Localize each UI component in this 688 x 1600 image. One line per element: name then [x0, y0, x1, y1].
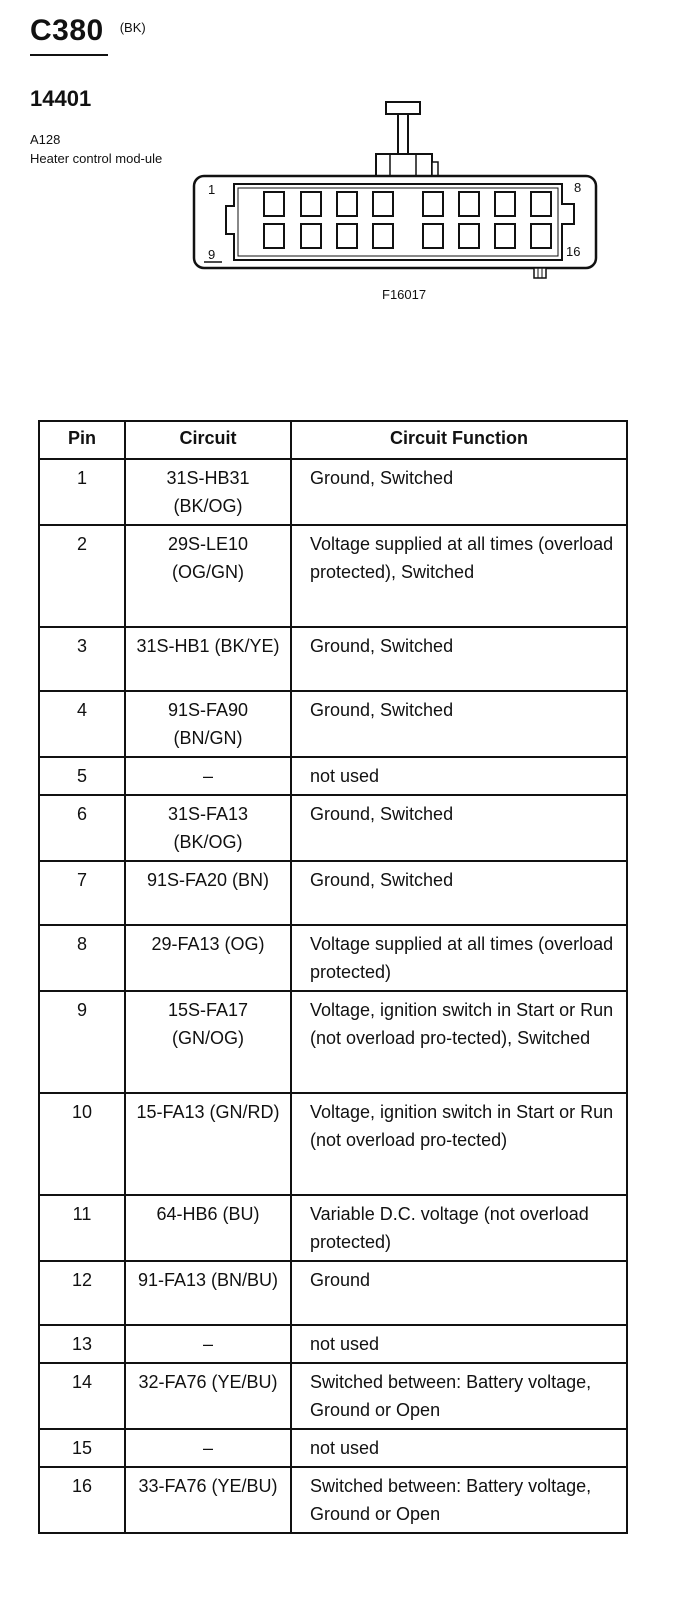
table-row — [39, 459, 627, 525]
function-cell: Ground, Switched — [291, 861, 627, 925]
function-cell: Ground, Switched — [291, 691, 627, 757]
lock-tab-head — [386, 102, 420, 114]
pin-cell: 13 — [39, 1325, 125, 1363]
function-cell: Switched between: Battery voltage, Ground or Open — [291, 1467, 627, 1533]
connector-code: C380 — [30, 14, 104, 47]
function-cell: Voltage supplied at all times (overload protected) — [291, 925, 627, 991]
circuit-cell: 29-FA13 (OG) — [125, 925, 291, 991]
function-cell: Voltage, ignition switch in Start or Run (not overload pro-tected) — [291, 1093, 627, 1195]
pin-cell: 7 — [39, 861, 125, 925]
function-cell: not used — [291, 1325, 627, 1363]
table-row — [39, 795, 627, 861]
pin-label-1: 1 — [208, 182, 216, 197]
pin-cell: 8 — [39, 925, 125, 991]
function-cell: Variable D.C. voltage (not overload protected) — [291, 1195, 627, 1261]
pin-cell: 10 — [39, 1093, 125, 1195]
table-row — [39, 627, 627, 691]
table-row — [39, 861, 627, 925]
table-row — [39, 1325, 627, 1363]
circuit-cell: 31S-FA13 (BK/OG) — [125, 795, 291, 861]
pin-cell: 15 — [39, 1429, 125, 1467]
function-cell: Voltage, ignition switch in Start or Run (not overload pro-tected), Switched — [291, 991, 627, 1093]
function-cell: Switched between: Battery voltage, Ground or Open — [291, 1363, 627, 1429]
table-row — [39, 1429, 627, 1467]
circuit-cell: – — [125, 1429, 291, 1467]
table-row — [39, 525, 627, 627]
function-cell: Voltage supplied at all times (overload protected), Switched — [291, 525, 627, 627]
pin-label-9: 9 — [208, 247, 216, 262]
pin-cell: 6 — [39, 795, 125, 861]
function-cell: Ground — [291, 1261, 627, 1325]
table-row — [39, 1363, 627, 1429]
pin-cell: 5 — [39, 757, 125, 795]
circuit-cell: 64-HB6 (BU) — [125, 1195, 291, 1261]
function-cell: not used — [291, 1429, 627, 1467]
pin-cell: 1 — [39, 459, 125, 525]
function-cell: Ground, Switched — [291, 795, 627, 861]
table-header-row — [39, 421, 627, 459]
lock-tab-base — [376, 154, 432, 178]
lock-tab-stem — [398, 114, 408, 154]
table-row — [39, 991, 627, 1093]
pin-cell: 16 — [39, 1467, 125, 1533]
circuit-cell: – — [125, 1325, 291, 1363]
table-row — [39, 1093, 627, 1195]
circuit-cell: 15S-FA17 (GN/OG) — [125, 991, 291, 1093]
table-row — [39, 1467, 627, 1533]
component-reference: A128 — [30, 132, 61, 147]
connector-diagram — [190, 96, 600, 286]
circuit-cell: 33-FA76 (YE/BU) — [125, 1467, 291, 1533]
function-cell: not used — [291, 757, 627, 795]
connector-title — [30, 14, 146, 48]
connector-body — [194, 176, 596, 268]
header-function: Circuit Function — [291, 421, 627, 459]
header-pin: Pin — [39, 421, 125, 459]
circuit-cell: 31S-HB1 (BK/YE) — [125, 627, 291, 691]
circuit-cell: 29S-LE10 (OG/GN) — [125, 525, 291, 627]
pin-cell: 9 — [39, 991, 125, 1093]
part-number: 14401 — [30, 86, 92, 111]
circuit-cell: 32-FA76 (YE/BU) — [125, 1363, 291, 1429]
circuit-cell: 91S-FA90 (BN/GN) — [125, 691, 291, 757]
circuit-cell: 91S-FA20 (BN) — [125, 861, 291, 925]
pin-cell: 12 — [39, 1261, 125, 1325]
circuit-cell: – — [125, 757, 291, 795]
circuit-cell: 15-FA13 (GN/RD) — [125, 1093, 291, 1195]
table-row — [39, 925, 627, 991]
pin-table — [38, 420, 628, 1534]
table-row — [39, 1261, 627, 1325]
table-row — [39, 1195, 627, 1261]
pin-cell: 14 — [39, 1363, 125, 1429]
function-cell: Ground, Switched — [291, 627, 627, 691]
connector-color: (BK) — [119, 20, 146, 35]
title-underline — [30, 54, 108, 56]
pin-cell: 2 — [39, 525, 125, 627]
pin-cell: 4 — [39, 691, 125, 757]
pin-cell: 3 — [39, 627, 125, 691]
table-row — [39, 691, 627, 757]
pin-cell: 11 — [39, 1195, 125, 1261]
figure-id: F16017 — [382, 287, 427, 302]
pin-label-8: 8 — [574, 180, 582, 195]
header-circuit: Circuit — [125, 421, 291, 459]
circuit-cell: 91-FA13 (BN/BU) — [125, 1261, 291, 1325]
circuit-cell: 31S-HB31 (BK/OG) — [125, 459, 291, 525]
component-name: Heater control mod-ule — [30, 151, 163, 166]
function-cell: Ground, Switched — [291, 459, 627, 525]
table-row — [39, 757, 627, 795]
pin-label-16: 16 — [566, 244, 581, 259]
